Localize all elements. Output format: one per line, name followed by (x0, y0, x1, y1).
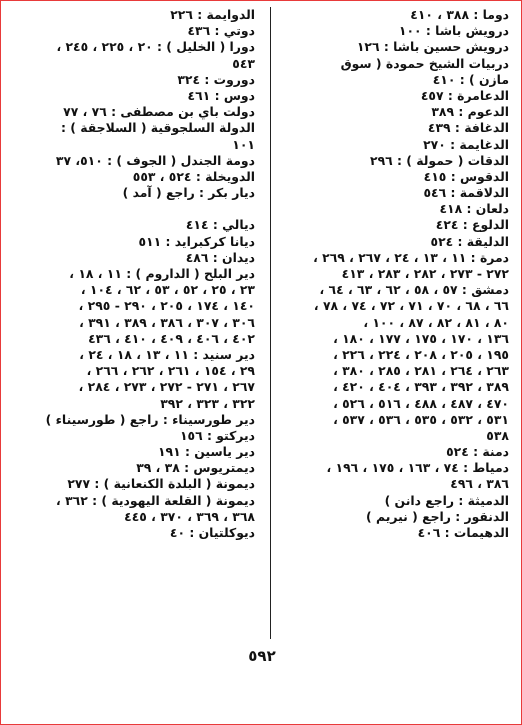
index-entry-line: دوس : ٤٦١ (187, 87, 255, 103)
index-entry-line: ٣٨٩ ، ٣٩٢ ، ٣٩٣ ، ٤٠٤ ، ٤٢٠ ، (333, 379, 509, 395)
index-entry-line: دمشق : ٥٧ ، ٥٨ ، ٦٢ ، ٦٣ ، ٦٤ ، (319, 282, 509, 298)
index-entry-line: ٣٢٢ ، ٣٢٣ ، ٣٩٢ (160, 395, 255, 411)
index-entry-line: دورا ( الخليل ) : ٢٠ ، ٢٢٥ ، ٢٤٥ ، (56, 39, 255, 55)
index-entry-line: الدلوع : ٤٢٤ (435, 217, 509, 233)
index-entry-line: مازن ) : ٤١٠ (432, 71, 509, 87)
index-entry-line: دمنة : ٥٢٤ (446, 444, 509, 460)
index-entry-line: ٣٨٦ ، ٤٩٦ (450, 476, 509, 492)
index-entry-line: ١٠١ (232, 136, 255, 152)
index-entry-line: ديالي : ٤١٤ (185, 217, 255, 233)
index-entry-line: دلعان : ٤١٨ (439, 201, 509, 217)
index-entry-line: دوروت : ٣٢٤ (177, 71, 255, 87)
index-entry-line: ٦٦ ، ٦٨ ، ٧٠ ، ٧١ ، ٧٢ ، ٧٤ ، ٧٨ ، (313, 298, 509, 314)
page-number: ٥٩٢ (248, 647, 276, 665)
index-entry-line: ٥٤٣ (232, 55, 255, 71)
index-entry-line: ١٩٥ ، ٢٠٥ ، ٢٠٨ ، ٢٢٤ ، ٢٢٦ ، (333, 346, 509, 362)
index-entry-line: ٢٧٢ - ٢٧٣ ، ٢٨٢ ، ٢٨٣ ، ٤١٣ (341, 266, 509, 281)
index-entry-line: الدقات ( حمولة ) : ٢٩٦ (370, 152, 509, 168)
index-entry-line: ١٣٦ ، ١٧٠ ، ١٧٥ ، ١٧٧ ، ١٨٠ ، (333, 330, 509, 346)
index-entry-line: ٣٦٨ ، ٣٦٩ ، ٣٧٠ ، ٤٤٥ (124, 508, 255, 524)
index-entry-line: ديار بكر : راجع ( آمد ) (122, 185, 255, 201)
index-page (15, 7, 509, 677)
index-entry-line: ٨٠ ، ٨١ ، ٨٢ ، ٨٧ ، ١٠٠ ، (363, 314, 509, 330)
index-entry-line: درويش حسين باشا : ١٢٦ (356, 39, 509, 55)
index-entry-line: الدغايمة : ٢٧٠ (423, 136, 509, 152)
index-entry-line: الدعامرة : ٤٥٧ (420, 87, 509, 103)
index-entry-line: الدويخلة : ٥٢٤ ، ٥٥٣ (132, 168, 255, 184)
index-entry-line: ٥٣٨ (486, 427, 509, 443)
index-entry-line: الدلاقمة : ٥٤٦ (423, 185, 509, 201)
index-entry-line: دومة الجندل ( الجوف ) : ٥١٠، ٣٧ (55, 152, 255, 168)
index-entry-line: ٢٦٣ ، ٢٦٤ ، ٢٨١ ، ٢٨٥ ، ٣٨٠ ، (333, 363, 509, 379)
index-entry-line: دولت باي بن مصطفى : ٧٦ ، ٧٧ (63, 104, 255, 120)
index-entry-line: دمرة : ١١ ، ١٣ ، ٢٤ ، ٢٦٧ ، ٢٦٩ ، (313, 249, 509, 265)
index-entry-line: الدوايمة : ٢٢٦ (170, 7, 255, 22)
index-entry-line: درويش باشا : ١٠٠ (398, 23, 509, 39)
index-entry-line: دمياط : ٧٤ ، ١٦٣ ، ١٧٥ ، ١٩٦ ، (326, 460, 509, 476)
index-entry-line: الدولة السلجوقية ( السلاجقة ) : (60, 120, 255, 136)
index-entry-line: الدنقور : راجع ( نيريم ) (366, 508, 509, 524)
index-entry-line: ديمونة ( البلدة الكنعانية ) : ٢٧٧ (67, 476, 255, 492)
index-entry-line: ديمتريوس : ٣٨ ، ٣٩ (136, 460, 255, 476)
index-entry-line: ديركتو : ١٥٦ (179, 427, 255, 443)
index-entry-line (15, 201, 255, 217)
index-entry-line: الدعوم : ٣٨٩ (431, 104, 509, 120)
index-entry-line: ديمونة ( القلعة اليهودية ) : ٣٦٢ ، (56, 492, 255, 508)
index-entry-line: ٤٧٠ ، ٤٨٧ ، ٤٨٨ ، ٥١٦ ، ٥٢٦ ، (333, 395, 509, 411)
index-entry-line: الدقوس : ٤١٥ (423, 168, 509, 184)
index-column-right (269, 7, 509, 541)
index-entry-line: الدغافة : ٤٣٩ (427, 120, 509, 136)
index-entry-line: دوما : ٣٨٨ ، ٤١٠ (410, 7, 509, 22)
index-entry-line: ديوكلتيان : ٤٠ (169, 525, 255, 540)
index-entry-line: دير سنيد : ١١ ، ١٣ ، ١٨ ، ٢٤ ، (79, 346, 255, 362)
index-entry-line: ١٤٠ ، ١٧٤ ، ٢٠٥ ، ٢٩٠ - ٢٩٥ ، (78, 298, 255, 314)
index-entry-line: ٢٦٧ ، ٢٧١ - ٢٧٢ ، ٢٧٣ ، ٢٨٤ ، (78, 379, 255, 395)
index-entry-line: ٥٣١ ، ٥٣٢ ، ٥٣٥ ، ٥٣٦ ، ٥٣٧ ، (333, 411, 509, 427)
index-entry-line: الدليقة : ٥٢٤ (430, 233, 509, 249)
column-divider (270, 7, 271, 639)
index-entry-line: الدميثة : راجع دانن ) (384, 492, 509, 508)
index-entry-line: ٢٣ ، ٢٥ ، ٥٢ ، ٥٣ ، ٦٢ ، ١٠٤ ، (80, 282, 255, 298)
index-entry-line: ديانا كركبرايد : ٥١١ (138, 233, 255, 249)
index-entry-line: ٣٠٦ ، ٣٠٧ ، ٣٨٦ ، ٣٨٩ ، ٣٩١ ، (79, 314, 255, 330)
index-entry-line: دير البلح ( الداروم ) : ١١ ، ١٨ ، (69, 266, 255, 281)
index-entry-line: ٤٠٢ ، ٤٠٦ ، ٤٠٩ ، ٤١٠ ، ٤٣٦ (88, 330, 255, 346)
index-entry-line: ٢٩ ، ١٥٤ ، ٢٦١ ، ٢٦٢ ، ٢٦٦ ، (86, 363, 255, 379)
index-entry-line: دير ياسين : ١٩١ (157, 444, 255, 460)
index-entry-line: دير طورسيناء : راجع ( طورسيناء ) (45, 411, 255, 427)
index-entry-line: الدهيمات : ٤٠٦ (417, 525, 509, 540)
index-entry-line: ديدان : ٤٨٦ (185, 249, 255, 265)
index-column-left (15, 7, 255, 541)
index-entry-line: دوتي : ٤٣٦ (187, 23, 255, 39)
index-entry-line: دربيات الشيخ حمودة ( سوق (340, 55, 509, 71)
